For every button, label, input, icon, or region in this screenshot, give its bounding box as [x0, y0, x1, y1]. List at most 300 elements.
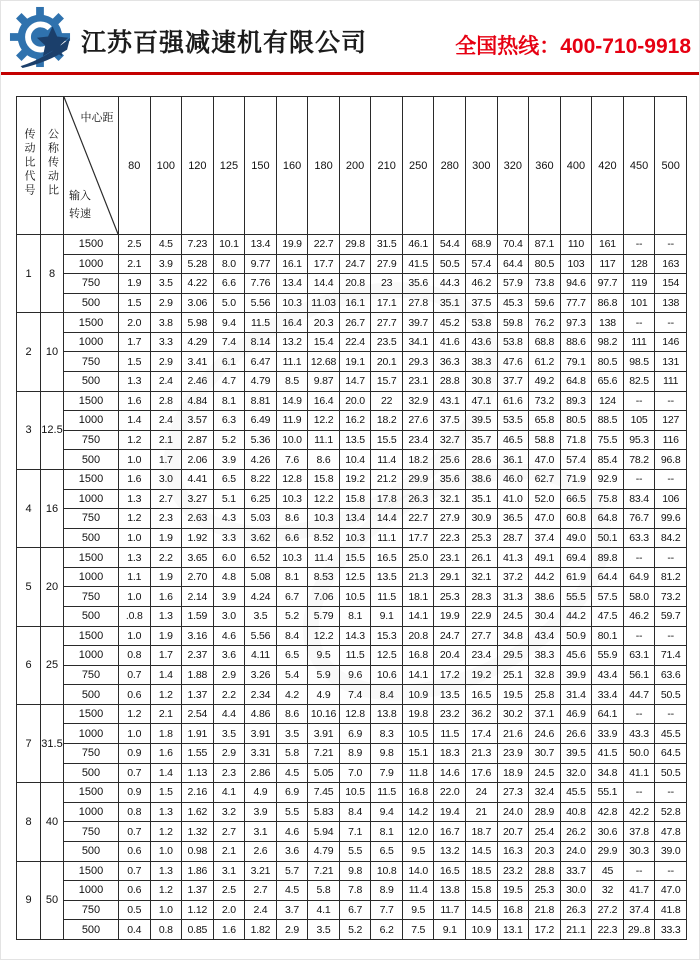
value-cell: 99.6	[655, 509, 687, 529]
value-cell: 1.6	[150, 587, 182, 607]
input-speed-cell: 1500	[64, 313, 119, 333]
value-cell: 4.24	[245, 587, 277, 607]
value-cell: 8.9	[339, 744, 371, 764]
value-cell: 1.6	[150, 744, 182, 764]
value-cell: 49.1	[529, 548, 561, 568]
value-cell: 82.5	[623, 372, 655, 392]
input-speed-cell: 750	[64, 900, 119, 920]
value-cell: 19.8	[402, 704, 434, 724]
nominal-ratio-cell: 31.5	[41, 704, 64, 782]
value-cell: 5.08	[245, 567, 277, 587]
center-distance-header: 420	[592, 97, 624, 235]
value-cell: 86.8	[592, 293, 624, 313]
value-cell: --	[655, 469, 687, 489]
value-cell: 5.2	[213, 430, 245, 450]
value-cell: 11.5	[371, 587, 403, 607]
value-cell: 2.16	[182, 783, 214, 803]
value-cell: 23	[371, 274, 403, 294]
value-cell: 27.3	[497, 783, 529, 803]
value-cell: 46.1	[402, 235, 434, 255]
value-cell: 19.4	[434, 802, 466, 822]
value-cell: 24	[466, 783, 498, 803]
value-cell: 23.9	[497, 744, 529, 764]
value-cell: 37.5	[434, 411, 466, 431]
value-cell: 2.9	[213, 744, 245, 764]
value-cell: 77.7	[560, 293, 592, 313]
value-cell: 45.2	[434, 313, 466, 333]
value-cell: 3.6	[213, 646, 245, 666]
value-cell: 83.4	[623, 489, 655, 509]
value-cell: 50.1	[592, 528, 624, 548]
value-cell: 25.4	[529, 822, 561, 842]
value-cell: 11.5	[371, 783, 403, 803]
value-cell: 44.2	[560, 606, 592, 626]
value-cell: 59.7	[655, 606, 687, 626]
value-cell: 4.5	[276, 763, 308, 783]
value-cell: 22.9	[466, 606, 498, 626]
value-cell: 80.5	[529, 254, 561, 274]
value-cell: 13.8	[371, 704, 403, 724]
value-cell: 10.16	[308, 704, 340, 724]
value-cell: 14.1	[402, 606, 434, 626]
value-cell: 0.5	[119, 900, 151, 920]
value-cell: 17.7	[402, 528, 434, 548]
value-cell: 4.7	[213, 372, 245, 392]
value-cell: 15.8	[339, 489, 371, 509]
value-cell: 30.8	[466, 372, 498, 392]
value-cell: 47.0	[655, 881, 687, 901]
value-cell: 4.9	[245, 783, 277, 803]
center-distance-header: 250	[402, 97, 434, 235]
value-cell: 2.1	[119, 254, 151, 274]
value-cell: 18.7	[466, 822, 498, 842]
value-cell: 98.2	[592, 332, 624, 352]
value-cell: 25.8	[529, 685, 561, 705]
center-distance-header: 210	[371, 97, 403, 235]
table-row	[17, 626, 687, 646]
value-cell: 33.7	[560, 861, 592, 881]
value-cell: 36.2	[466, 704, 498, 724]
value-cell: 5.28	[182, 254, 214, 274]
value-cell: 25.6	[434, 450, 466, 470]
value-cell: 0.7	[119, 822, 151, 842]
value-cell: 8.3	[371, 724, 403, 744]
nominal-ratio-cell: 12.5	[41, 391, 64, 469]
value-cell: 45.5	[655, 724, 687, 744]
value-cell: 3.9	[245, 802, 277, 822]
value-cell: 1.0	[119, 724, 151, 744]
value-cell: 7.9	[371, 763, 403, 783]
center-distance-header: 300	[466, 97, 498, 235]
value-cell: 22	[371, 391, 403, 411]
value-cell: 1.3	[119, 372, 151, 392]
value-cell: 25.3	[529, 881, 561, 901]
value-cell: 1.37	[182, 685, 214, 705]
value-cell: 61.9	[560, 567, 592, 587]
value-cell: 84.2	[655, 528, 687, 548]
value-cell: 0.7	[119, 861, 151, 881]
value-cell: 9.5	[402, 900, 434, 920]
value-cell: 1.4	[150, 665, 182, 685]
value-cell: 1.55	[182, 744, 214, 764]
value-cell: 15.8	[308, 469, 340, 489]
value-cell: 43.4	[592, 665, 624, 685]
value-cell: 50.5	[434, 254, 466, 274]
value-cell: 9.6	[339, 665, 371, 685]
value-cell: 3.1	[245, 822, 277, 842]
value-cell: 138	[655, 293, 687, 313]
value-cell: 30.9	[466, 509, 498, 529]
value-cell: 61.6	[497, 391, 529, 411]
table-row	[17, 313, 687, 333]
value-cell: 30.2	[497, 704, 529, 724]
value-cell: 73.2	[529, 391, 561, 411]
value-cell: 2.4	[150, 372, 182, 392]
value-cell: 1.3	[119, 489, 151, 509]
value-cell: 116	[655, 430, 687, 450]
value-cell: 64.1	[592, 704, 624, 724]
value-cell: 6.52	[245, 548, 277, 568]
value-cell: 3.6	[276, 841, 308, 861]
value-cell: 2.9	[150, 352, 182, 372]
value-cell: 46.2	[623, 606, 655, 626]
value-cell: 30.3	[623, 841, 655, 861]
input-speed-cell: 1000	[64, 489, 119, 509]
input-speed-cell: 1000	[64, 411, 119, 431]
value-cell: 27.6	[402, 411, 434, 431]
value-cell: 10.3	[276, 548, 308, 568]
value-cell: 35.1	[466, 489, 498, 509]
value-cell: 13.8	[434, 881, 466, 901]
value-cell: 3.0	[150, 469, 182, 489]
ratio-code-cell: 4	[17, 469, 41, 547]
table-row	[17, 900, 687, 920]
value-cell: 8.9	[371, 881, 403, 901]
table-row	[17, 450, 687, 470]
value-cell: 3.31	[245, 744, 277, 764]
value-cell: 2.3	[150, 509, 182, 529]
value-cell: 38.3	[466, 352, 498, 372]
value-cell: 38.6	[529, 587, 561, 607]
value-cell: 1.6	[119, 391, 151, 411]
value-cell: 59.8	[497, 313, 529, 333]
value-cell: 1.5	[150, 783, 182, 803]
value-cell: 6.1	[213, 352, 245, 372]
value-cell: 18.5	[466, 861, 498, 881]
value-cell: 5.2	[276, 606, 308, 626]
table-row	[17, 332, 687, 352]
input-speed-cell: 1500	[64, 704, 119, 724]
value-cell: 27.9	[434, 509, 466, 529]
value-cell: 25.0	[402, 548, 434, 568]
value-cell: --	[623, 861, 655, 881]
value-cell: 1.0	[119, 450, 151, 470]
value-cell: 7.4	[339, 685, 371, 705]
value-cell: 8.1	[371, 822, 403, 842]
value-cell: 89.3	[560, 391, 592, 411]
value-cell: 64.5	[655, 744, 687, 764]
value-cell: 26.6	[560, 724, 592, 744]
value-cell: 11.4	[402, 881, 434, 901]
value-cell: 3.0	[213, 606, 245, 626]
value-cell: 9.1	[434, 920, 466, 940]
value-cell: 11.03	[308, 293, 340, 313]
table-row	[17, 352, 687, 372]
table-row	[17, 235, 687, 255]
value-cell: 1.2	[119, 509, 151, 529]
value-cell: 5.2	[339, 920, 371, 940]
value-cell: 47.6	[497, 352, 529, 372]
value-cell: 16.8	[402, 646, 434, 666]
value-cell: 3.5	[276, 724, 308, 744]
value-cell: 24.7	[339, 254, 371, 274]
value-cell: --	[623, 626, 655, 646]
value-cell: 63.6	[655, 665, 687, 685]
value-cell: 8.81	[245, 391, 277, 411]
value-cell: 2.86	[245, 763, 277, 783]
company-name: 江苏百强减速机有限公司	[81, 29, 368, 57]
center-distance-header: 80	[119, 97, 151, 235]
nominal-ratio-cell: 25	[41, 626, 64, 704]
value-cell: 31.3	[497, 587, 529, 607]
value-cell: 1.9	[150, 626, 182, 646]
center-distance-header: 450	[623, 97, 655, 235]
value-cell: 98.5	[623, 352, 655, 372]
value-cell: 19.9	[276, 235, 308, 255]
value-cell: 39.5	[466, 411, 498, 431]
value-cell: 7.1	[339, 822, 371, 842]
value-cell: 10.9	[402, 685, 434, 705]
value-cell: 43.3	[623, 724, 655, 744]
value-cell: 5.9	[308, 665, 340, 685]
value-cell: 39.5	[560, 744, 592, 764]
value-cell: 56.1	[623, 665, 655, 685]
value-cell: 5.1	[213, 489, 245, 509]
value-cell: 17.1	[371, 293, 403, 313]
value-cell: 1.9	[150, 567, 182, 587]
value-cell: 3.5	[308, 920, 340, 940]
value-cell: --	[623, 391, 655, 411]
value-cell: 2.7	[213, 822, 245, 842]
value-cell: 1.2	[150, 881, 182, 901]
hotline-number: 400-710-9918	[560, 35, 691, 58]
value-cell: 30.6	[592, 822, 624, 842]
value-cell: 16.5	[434, 861, 466, 881]
value-cell: 29.3	[402, 352, 434, 372]
value-cell: 6.49	[245, 411, 277, 431]
value-cell: 3.57	[182, 411, 214, 431]
value-cell: --	[655, 783, 687, 803]
value-cell: 7.7	[371, 900, 403, 920]
value-cell: 12.2	[308, 626, 340, 646]
input-speed-cell: 500	[64, 920, 119, 940]
value-cell: 29..8	[623, 920, 655, 940]
value-cell: 46.9	[560, 704, 592, 724]
value-cell: 1.2	[119, 430, 151, 450]
value-cell: 38.6	[466, 469, 498, 489]
value-cell: 10.3	[276, 293, 308, 313]
value-cell: 35.6	[434, 469, 466, 489]
value-cell: 33.4	[592, 685, 624, 705]
input-speed-cell: 500	[64, 763, 119, 783]
value-cell: 16.4	[308, 391, 340, 411]
value-cell: 13.4	[276, 274, 308, 294]
value-cell: 11.5	[434, 724, 466, 744]
value-cell: 1.9	[119, 274, 151, 294]
value-cell: 4.6	[213, 626, 245, 646]
value-cell: 75.8	[592, 489, 624, 509]
value-cell: 11.5	[245, 313, 277, 333]
value-cell: 1.2	[119, 704, 151, 724]
value-cell: 23.5	[371, 332, 403, 352]
table-row	[17, 548, 687, 568]
value-cell: 1.4	[119, 411, 151, 431]
value-cell: 34.8	[592, 763, 624, 783]
value-cell: 9.5	[308, 646, 340, 666]
value-cell: 3.3	[213, 528, 245, 548]
nominal-ratio-cell: 20	[41, 548, 64, 626]
value-cell: 6.3	[213, 411, 245, 431]
value-cell: 66.5	[560, 489, 592, 509]
value-cell: 1.3	[119, 548, 151, 568]
value-cell: 2.5	[213, 881, 245, 901]
value-cell: 7.0	[339, 763, 371, 783]
input-speed-cell: 750	[64, 509, 119, 529]
value-cell: 7.6	[276, 450, 308, 470]
value-cell: 2.9	[150, 293, 182, 313]
value-cell: 40.8	[560, 802, 592, 822]
value-cell: 1.5	[119, 293, 151, 313]
value-cell: 3.62	[245, 528, 277, 548]
value-cell: 50.9	[560, 626, 592, 646]
value-cell: 49.0	[560, 528, 592, 548]
value-cell: 4.84	[182, 391, 214, 411]
value-cell: 5.5	[276, 802, 308, 822]
input-speed-cell: 500	[64, 450, 119, 470]
value-cell: 119	[623, 274, 655, 294]
value-cell: 58.0	[623, 587, 655, 607]
table-row	[17, 587, 687, 607]
value-cell: 2.4	[245, 900, 277, 920]
value-cell: --	[623, 235, 655, 255]
value-cell: 14.3	[339, 626, 371, 646]
table-row	[17, 293, 687, 313]
value-cell: 42.2	[623, 802, 655, 822]
value-cell: 19.5	[497, 881, 529, 901]
table-row	[17, 528, 687, 548]
value-cell: 2.2	[213, 685, 245, 705]
value-cell: 24.0	[560, 841, 592, 861]
value-cell: 81.2	[655, 567, 687, 587]
value-cell: 12.68	[308, 352, 340, 372]
value-cell: 49.2	[529, 372, 561, 392]
table-row	[17, 724, 687, 744]
value-cell: 10.0	[276, 430, 308, 450]
value-cell: 21.3	[402, 567, 434, 587]
nominal-ratio-cell: 16	[41, 469, 64, 547]
value-cell: 22.3	[434, 528, 466, 548]
table-row	[17, 861, 687, 881]
input-speed-cell: 500	[64, 293, 119, 313]
value-cell: 8.6	[308, 450, 340, 470]
value-cell: 6.5	[371, 841, 403, 861]
center-distance-header: 120	[182, 97, 214, 235]
value-cell: 1.0	[119, 587, 151, 607]
ratio-code-header: 传动比代号	[17, 97, 41, 235]
value-cell: 26.3	[560, 900, 592, 920]
value-cell: 57.4	[560, 450, 592, 470]
value-cell: 2.70	[182, 567, 214, 587]
value-cell: 29.5	[497, 646, 529, 666]
value-cell: 5.03	[245, 509, 277, 529]
value-cell: 4.8	[213, 567, 245, 587]
center-distance-header: 280	[434, 97, 466, 235]
value-cell: 95.3	[623, 430, 655, 450]
value-cell: 97.7	[592, 274, 624, 294]
value-cell: 13.2	[276, 332, 308, 352]
value-cell: 2.4	[150, 411, 182, 431]
value-cell: 11.8	[402, 763, 434, 783]
value-cell: 1.3	[150, 802, 182, 822]
value-cell: 8.4	[371, 685, 403, 705]
table-row	[17, 430, 687, 450]
ratio-code-cell: 6	[17, 626, 41, 704]
nominal-ratio-cell: 10	[41, 313, 64, 391]
value-cell: 20.4	[434, 646, 466, 666]
input-speed-cell: 1500	[64, 469, 119, 489]
table-row	[17, 391, 687, 411]
value-cell: 15.5	[371, 430, 403, 450]
value-cell: 2.87	[182, 430, 214, 450]
table-row	[17, 920, 687, 940]
value-cell: 10.5	[402, 724, 434, 744]
value-cell: 45.3	[497, 293, 529, 313]
value-cell: 9.4	[371, 802, 403, 822]
table-row	[17, 372, 687, 392]
value-cell: 26.3	[402, 489, 434, 509]
value-cell: 14.0	[402, 861, 434, 881]
value-cell: 103	[560, 254, 592, 274]
value-cell: 28.8	[529, 861, 561, 881]
value-cell: 41.8	[655, 900, 687, 920]
value-cell: 19.2	[466, 665, 498, 685]
table-row	[17, 254, 687, 274]
value-cell: 12.8	[276, 469, 308, 489]
value-cell: 58.8	[529, 430, 561, 450]
value-cell: 4.4	[213, 704, 245, 724]
value-cell: 17.2	[434, 665, 466, 685]
value-cell: 5.56	[245, 626, 277, 646]
value-cell: 1.0	[150, 900, 182, 920]
value-cell: 42.8	[592, 802, 624, 822]
value-cell: 4.22	[182, 274, 214, 294]
value-cell: 17.6	[466, 763, 498, 783]
value-cell: 14.2	[402, 802, 434, 822]
value-cell: 24.5	[497, 606, 529, 626]
value-cell: 4.5	[276, 881, 308, 901]
value-cell: 71.9	[560, 469, 592, 489]
value-cell: 3.7	[276, 900, 308, 920]
value-cell: 3.2	[213, 802, 245, 822]
value-cell: 80.5	[592, 352, 624, 372]
ratio-code-cell: 9	[17, 861, 41, 939]
value-cell: 2.3	[213, 763, 245, 783]
value-cell: 5.5	[339, 841, 371, 861]
value-cell: 2.9	[213, 665, 245, 685]
value-cell: 28.7	[497, 528, 529, 548]
table-row	[17, 783, 687, 803]
value-cell: 28.3	[466, 587, 498, 607]
